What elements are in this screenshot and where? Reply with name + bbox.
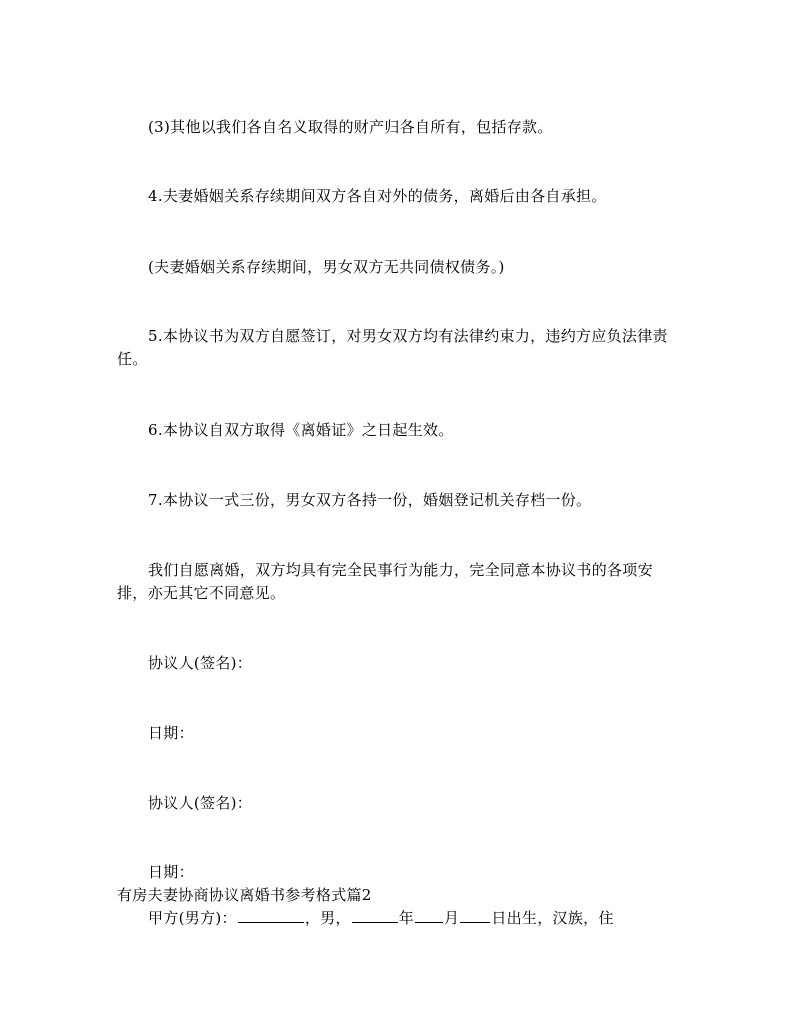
clause-7-copies: 7.本协议一式三份，男女双方各持一份，婚姻登记机关存档一份。 — [148, 491, 592, 509]
section-title: 有房夫妻协商协议离婚书参考格式篇2 — [117, 886, 372, 904]
month-blank — [415, 908, 443, 923]
clause-no-joint-debts: (夫妻婚姻关系存续期间，男女双方无共同债权债务。) — [148, 258, 505, 276]
clause-6-effective: 6.本协议自双方取得《离婚证》之日起生效。 — [148, 421, 454, 439]
signature-line-2: 协议人(签名)： — [148, 794, 253, 812]
voluntary-statement: 我们自愿离婚，双方均具有完全民事行为能力，完全同意本协议书的各项安排，亦无其它不同意见。 — [117, 561, 653, 602]
clause-5-binding: 5.本协议书为双方自愿签订，对男女双方均有法律约束力，违约方应负法律责任。 — [117, 327, 668, 368]
clause-4-debts: 4.夫妻婚姻关系存续期间双方各自对外的债务，离婚后由各自承担。 — [148, 187, 607, 205]
year-blank — [352, 908, 398, 923]
party-a-line — [117, 907, 673, 930]
date-line-1: 日期： — [148, 724, 194, 742]
year-label: 年 — [398, 909, 415, 927]
date-line-2: 日期： — [148, 863, 194, 881]
name-blank — [238, 908, 304, 923]
birth-ethnicity-address: 日出生，汉族，住 — [491, 909, 614, 927]
signature-line-1: 协议人(签名)： — [148, 654, 253, 672]
day-blank — [460, 908, 490, 923]
gender-text: ，男， — [304, 909, 351, 927]
month-label: 月 — [444, 909, 460, 927]
party-a-label: 甲方(男方)： — [148, 909, 237, 927]
clause-3-personal-property: (3)其他以我们各自名义取得的财产归各自所有，包括存款。 — [148, 118, 553, 136]
